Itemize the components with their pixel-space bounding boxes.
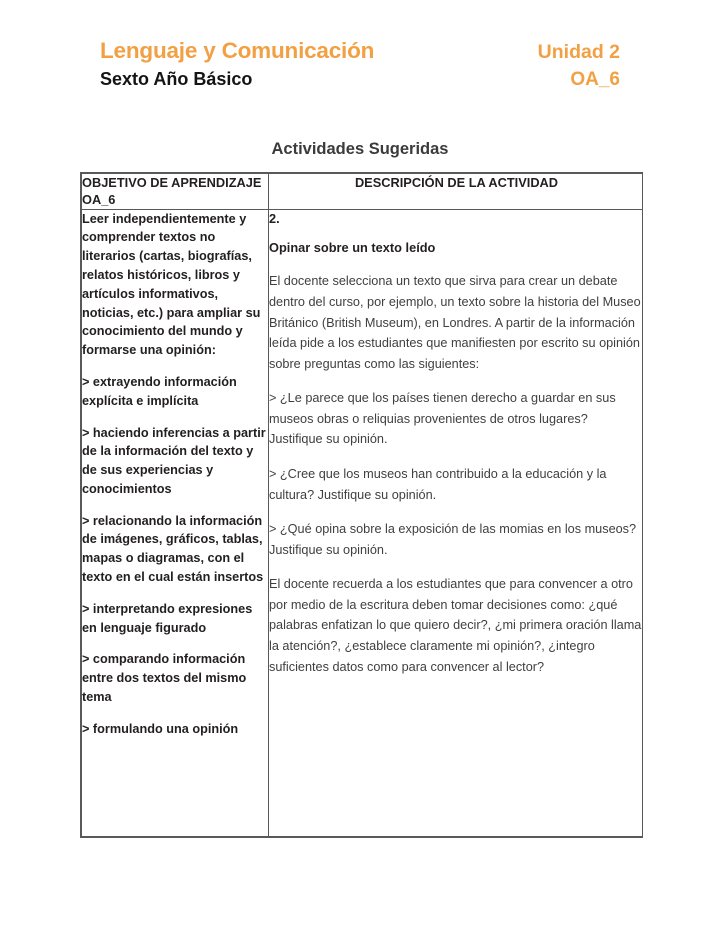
- objective-bullet-3: > relacionando la información de imágenes, gráficos, tablas, mapas o diagramas, con el texto en el cual están insertos: [82, 513, 264, 585]
- column-header-objective: OBJETIVO DE APRENDIZAJE OA_6: [82, 174, 269, 210]
- activity-question-3: > ¿Qué opina sobre la exposición de las momias en los museos? Justifique su opinión.: [269, 522, 637, 557]
- objective-cell: [82, 209, 269, 836]
- objective-bullet-2: > haciendo inferencias a partir de la información del texto y de sus experiencias y conocimientos: [82, 425, 266, 496]
- activity-question-2: > ¿Cree que los museos han contribuido a la educación y la cultura? Justifique su opinión.: [269, 466, 607, 502]
- column-header-description: DESCRIPCIÓN DE LA ACTIVIDAD: [269, 174, 644, 210]
- header-row-primary: [100, 38, 620, 65]
- oa-code-label: OA_6: [570, 68, 620, 90]
- objective-bullet-6: > formulando una opinión: [82, 721, 239, 736]
- header-row-secondary: [100, 68, 620, 93]
- activity-subtitle: Opinar sobre un texto leído: [269, 240, 436, 256]
- objective-bullet-4: > interpretando expresiones en lenguaje figurado: [82, 601, 253, 635]
- activity-paragraph-intro: El docente selecciona un texto que sirva para crear un debate dentro del curso, por ejemplo, un texto sobre la historia del Museo Británico (British Museum), en Londres. A partir de la información leída pide a los estudiantes que manifiesten por escrito su opinión sobre preguntas como las siguientes:: [269, 274, 641, 371]
- grade-label: Sexto Año Básico: [100, 68, 253, 89]
- objective-bullet-5: > comparando información entre dos textos del mismo tema: [82, 652, 247, 705]
- section-title: Actividades Sugeridas: [271, 140, 449, 158]
- table-header-row: [82, 174, 644, 210]
- table-row: [82, 209, 644, 836]
- subject-title: Lenguaje y Comunicación: [100, 38, 375, 63]
- activity-paragraph-closing: El docente recuerda a los estudiantes que para convencer a otro por medio de la escritura deben tomar decisiones como: ¿qué palabras enfatizan lo que quiero decir?, ¿mi primera oración llama la atención?, ¿establece claramente mi opinión?, ¿integro suficientes datos como para convencer al lector?: [269, 577, 642, 674]
- activity-number: 2.: [269, 210, 280, 226]
- unit-label: Unidad 2: [537, 41, 620, 63]
- objective-bullet-1: > extrayendo información explícita e implícita: [82, 374, 237, 408]
- description-cell: [269, 209, 644, 836]
- document-header: [100, 38, 620, 92]
- activities-table: [80, 172, 643, 838]
- activity-question-1: > ¿Le parece que los países tienen derecho a guardar en sus museos obras o reliquias provenientes de otros lugares? Justifique su opinión.: [269, 391, 616, 447]
- objective-intro: Leer independientemente y comprender textos no literarios (cartas, biografías, relatos históricos, libros y artículos informativos, noticias, etc.) para ampliar su conocimiento del mundo y formarse una opinión:: [82, 211, 261, 358]
